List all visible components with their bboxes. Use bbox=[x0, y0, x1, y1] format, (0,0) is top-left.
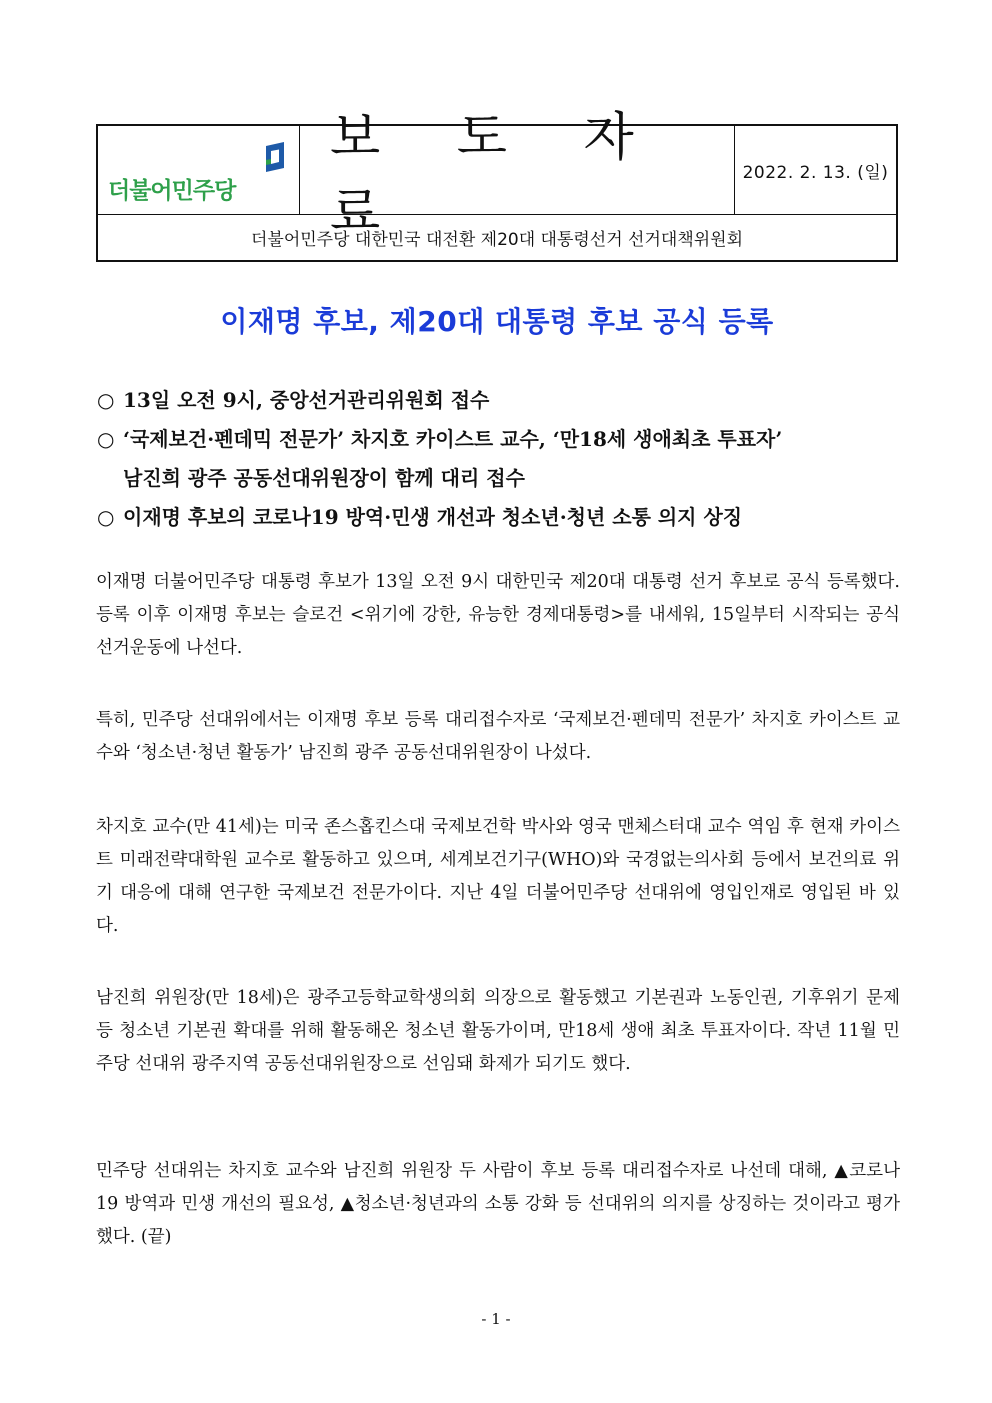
summary-item-text: 이재명 후보의 코로나19 방역·민생 개선과 청소년·청년 소통 의지 상징 bbox=[123, 505, 743, 529]
party-logo-icon bbox=[264, 142, 288, 172]
summary-item-text-continued: 남진희 광주 공동선대위원장이 함께 대리 접수 bbox=[123, 466, 525, 490]
headline: 이재명 후보, 제20대 대통령 후보 공식 등록 bbox=[220, 305, 774, 338]
body-paragraph: 특히, 민주당 선대위에서는 이재명 후보 등록 대리접수자로 ‘국제보건·펜데믹 전문가’ 차지호 카이스트 교수와 ‘청소년·청년 활동가’ 남진희 광주 공동선대위원장이 나섰다. bbox=[96, 710, 900, 763]
summary-item bbox=[97, 498, 902, 537]
page-number: - 1 - bbox=[481, 1310, 511, 1328]
body-paragraph: 민주당 선대위는 차지호 교수와 남진희 위원장 두 사람이 후보 등록 대리접수자로 나선데 대해, ▲코로나19 방역과 민생 개선의 필요성, ▲청소년·청년과의 소통 강화 등 선대위의 의지를 상징하는 것이라고 평가했다. (끝) bbox=[96, 1161, 900, 1247]
summary-item bbox=[97, 381, 902, 420]
press-release-header bbox=[96, 108, 898, 262]
summary-list bbox=[97, 381, 902, 537]
summary-item bbox=[97, 420, 902, 498]
circle-bullet-icon: ○ bbox=[97, 505, 115, 529]
summary-item-text: ‘국제보건·펜데믹 전문가’ 차지호 카이스트 교수, ‘만18세 생애최초 투표자’ bbox=[123, 427, 783, 451]
doc-title: 보 도 자 료 bbox=[330, 108, 664, 243]
body-paragraph: 이재명 더불어민주당 대통령 후보가 13일 오전 9시 대한민국 제20대 대통령 선거 후보로 공식 등록했다. 등록 이후 이재명 후보는 슬로건 <위기에 강한, 유능한 경제대통령>를 내세워, 15일부터 시작되는 공식 선거운동에 나선다. bbox=[96, 572, 900, 658]
circle-bullet-icon: ○ bbox=[97, 388, 115, 412]
organization-name: 더불어민주당 대한민국 대전환 제20대 대통령선거 선거대책위원회 bbox=[250, 230, 744, 250]
party-logo-cell bbox=[98, 126, 300, 214]
party-logo-text: 더불어민주당 bbox=[108, 178, 236, 204]
release-date: 2022. 2. 13. (일) bbox=[742, 162, 889, 183]
summary-item-text: 13일 오전 9시, 중앙선거관리위원회 접수 bbox=[123, 388, 490, 412]
circle-bullet-icon: ○ bbox=[97, 427, 115, 451]
body-paragraph: 남진희 위원장(만 18세)은 광주고등학교학생의회 의장으로 활동했고 기본권과 노동인권, 기후위기 문제 등 청소년 기본권 확대를 위해 활동해온 청소년 활동가이며, 만18세 생애 최초 투표자이다. 작년 11월 민주당 선대위 광주지역 공동선대위원장으로 선임돼 화제가 되기도 했다. bbox=[96, 988, 900, 1074]
body-paragraph: 차지호 교수(만 41세)는 미국 존스홉킨스대 국제보건학 박사와 영국 맨체스터대 교수 역임 후 현재 카이스트 미래전략대학원 교수로 활동하고 있으며, 세계보건기구(WHO)와 국경없는의사회 등에서 보건의료 위기 대응에 대해 연구한 국제보건 전문가이다. 지난 4일 더불어민주당 선대위에 영입인재로 영입된 바 있다. bbox=[96, 817, 900, 936]
